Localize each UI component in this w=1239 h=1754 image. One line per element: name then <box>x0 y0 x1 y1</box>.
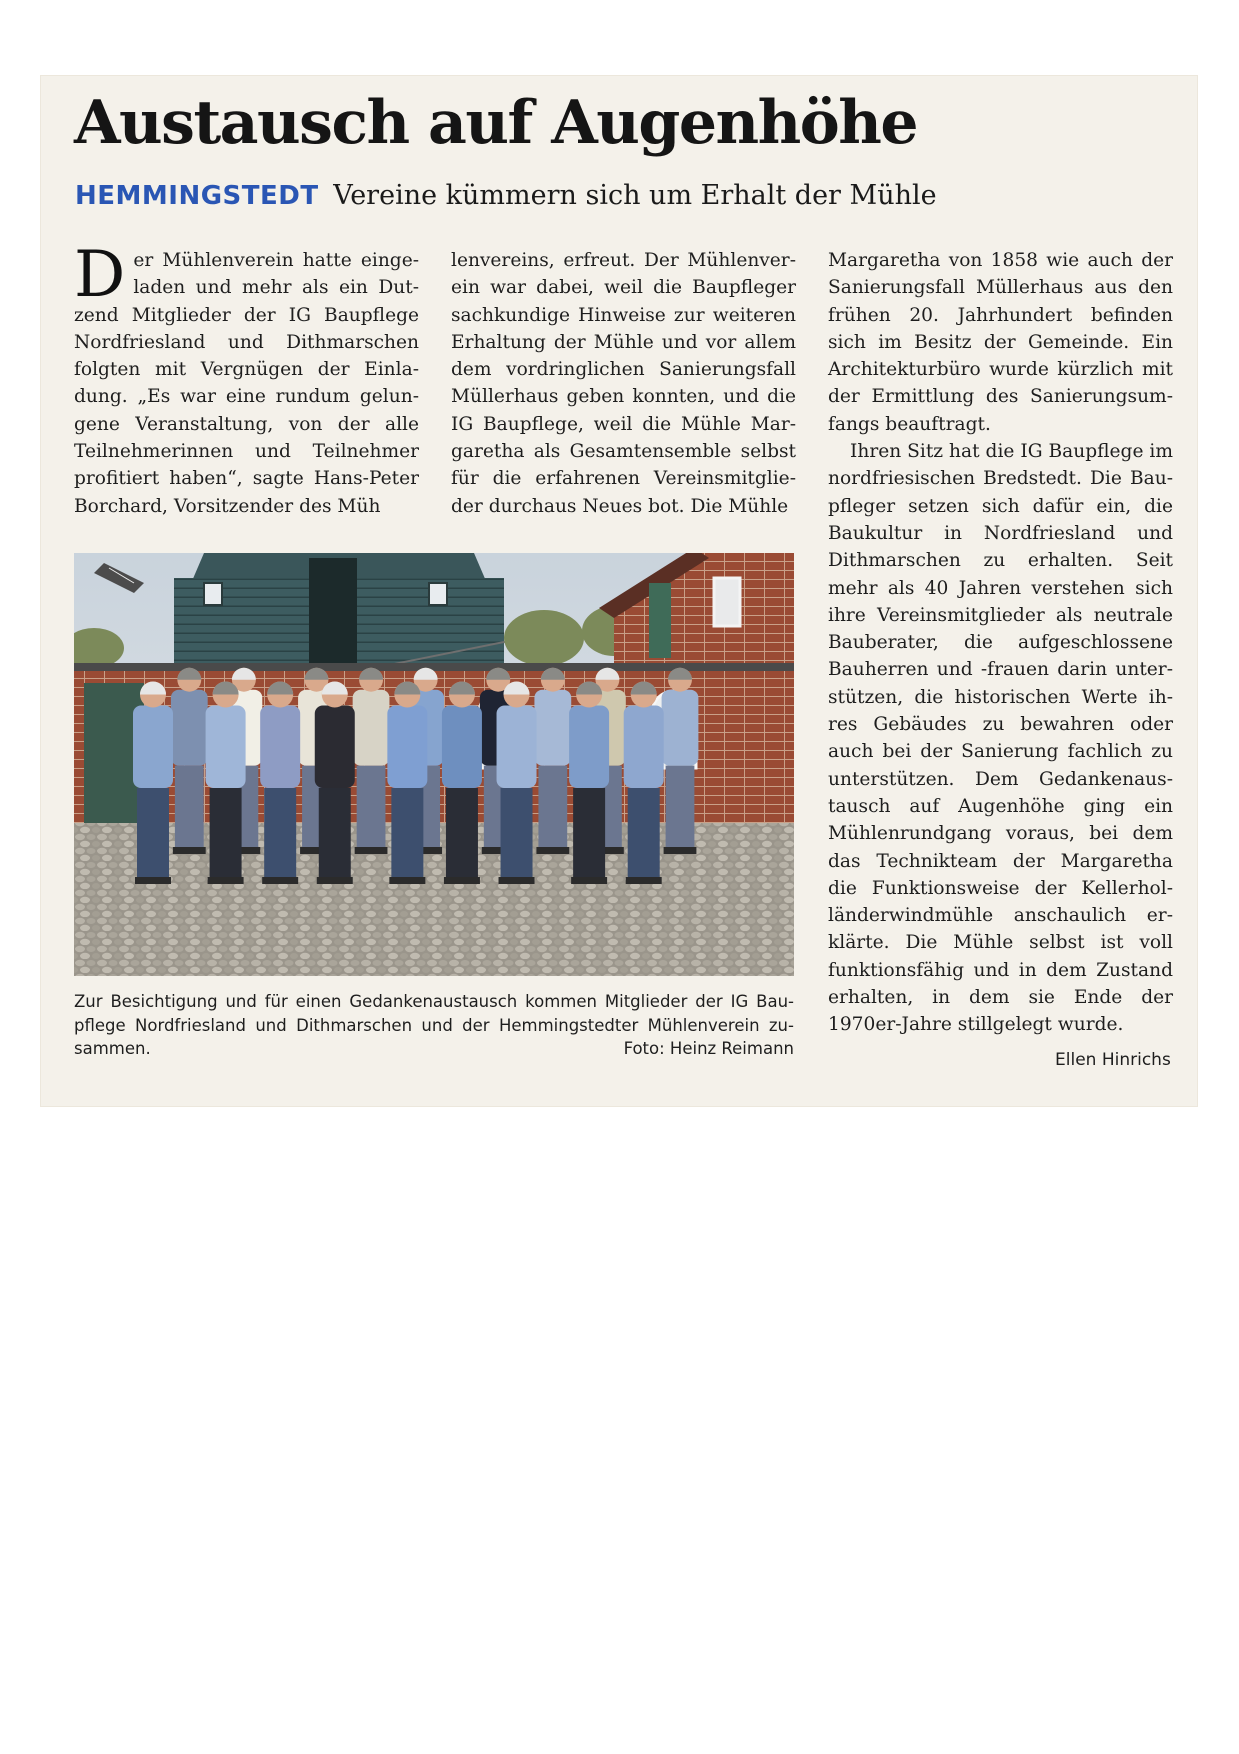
column-1-text: er Mühlenverein hatte eingeladen und mehr als ein Dutzend Mitglieder der IG Baupflege Nordfriesland und Dithmarschen folgten mit Vergnügen der Einladung. „Es war eine rundum gelungene Veranstaltung, von der alle Teilnehmerinnen und Teilnehmer profitiert haben“, sagte Hans-Peter Borchard, Vorsitzender des Müh <box>74 250 419 517</box>
person <box>497 682 537 885</box>
person <box>260 682 300 885</box>
caption-text: Zur Besichtigung und für einen Gedankenaustausch kommen Mitglieder der IG Baupflege Nordfriesland und Dithmarschen und der Hemmingstedter Mühlenverein zusammen. <box>74 992 794 1058</box>
headline: Austausch auf Augenhöhe <box>74 88 918 158</box>
green-shutter <box>649 583 671 658</box>
person <box>387 682 427 885</box>
person <box>442 682 482 885</box>
photo-caption <box>74 990 794 1061</box>
column-2-text: lenvereins, erfreut. Der Mühlenverein war dabei, weil die Baupfleger sachkundige Hinweise zur weiteren Erhaltung der Mühle und vor allem dem vordringlichen Sanierungsfall Müllerhaus geben konnten, und die IG Baupflege, weil die Mühle Margaretha als Gesamtensemble selbst für die erfahrenen Vereinsmitglieder durchaus Neues bot. Die Mühle <box>451 250 796 517</box>
author-byline: Ellen Hinrichs <box>1055 1050 1171 1070</box>
dateline: HEMMINGSTEDT <box>75 181 319 211</box>
person <box>353 668 390 854</box>
person <box>534 668 571 854</box>
article-column-3 <box>828 247 1173 1039</box>
photo-illustration <box>74 553 794 976</box>
person <box>569 682 609 885</box>
subheadline: Vereine kümmern sich um Erhalt der Mühle <box>333 180 937 211</box>
article-column-1 <box>74 238 419 520</box>
column-3-paragraph-1: Margaretha von 1858 wie auch der Sanierungsfall Müllerhaus aus den frühen 20. Jahrhundert befinden sich im Besitz der Gemeinde. Ein Architekturbüro wurde kürzlich mit der Ermittlung des Sanierungsumfangs beauftragt. <box>828 250 1173 435</box>
person <box>171 668 208 854</box>
group-photo <box>74 553 794 976</box>
subheadline-row <box>75 180 937 211</box>
column-3-paragraph-2: Ihren Sitz hat die IG Baupflege im nordfriesischen Bredstedt. Die Baupfleger setzen sich dafür ein, die Baukultur in Nordfriesland und Dithmarschen zu erhalten. Seit mehr als 40 Jahren verstehen sich ihre Vereinsmitglieder als neutrale Bauberater, die aufgeschlossene Bauherren und -frauen darin unterstützen, die historischen Werte ihres Gebäudes zu bewahren oder auch bei der Sanierung fachlich zu unterstützen. Dem Gedankenaustausch auf Augenhöhe ging ein Mühlenrundgang voraus, bei dem das Technikteam der Margaretha die Funktionsweise der Kellerholländerwindmühle anschaulich erklärte. Die Mühle selbst ist voll funktionsfähig und in dem Zustand erhalten, in dem sie Ende der 1970er-Jahre stillgelegt wurde. <box>828 441 1173 1036</box>
article-column-2 <box>451 247 796 520</box>
drop-cap: D <box>74 238 126 312</box>
person <box>662 668 699 854</box>
person <box>206 682 246 885</box>
person <box>315 682 355 885</box>
group-of-people <box>133 668 698 884</box>
photo-credit: Foto: Heinz Reimann <box>623 1039 794 1058</box>
person <box>624 682 664 885</box>
person <box>133 682 173 885</box>
